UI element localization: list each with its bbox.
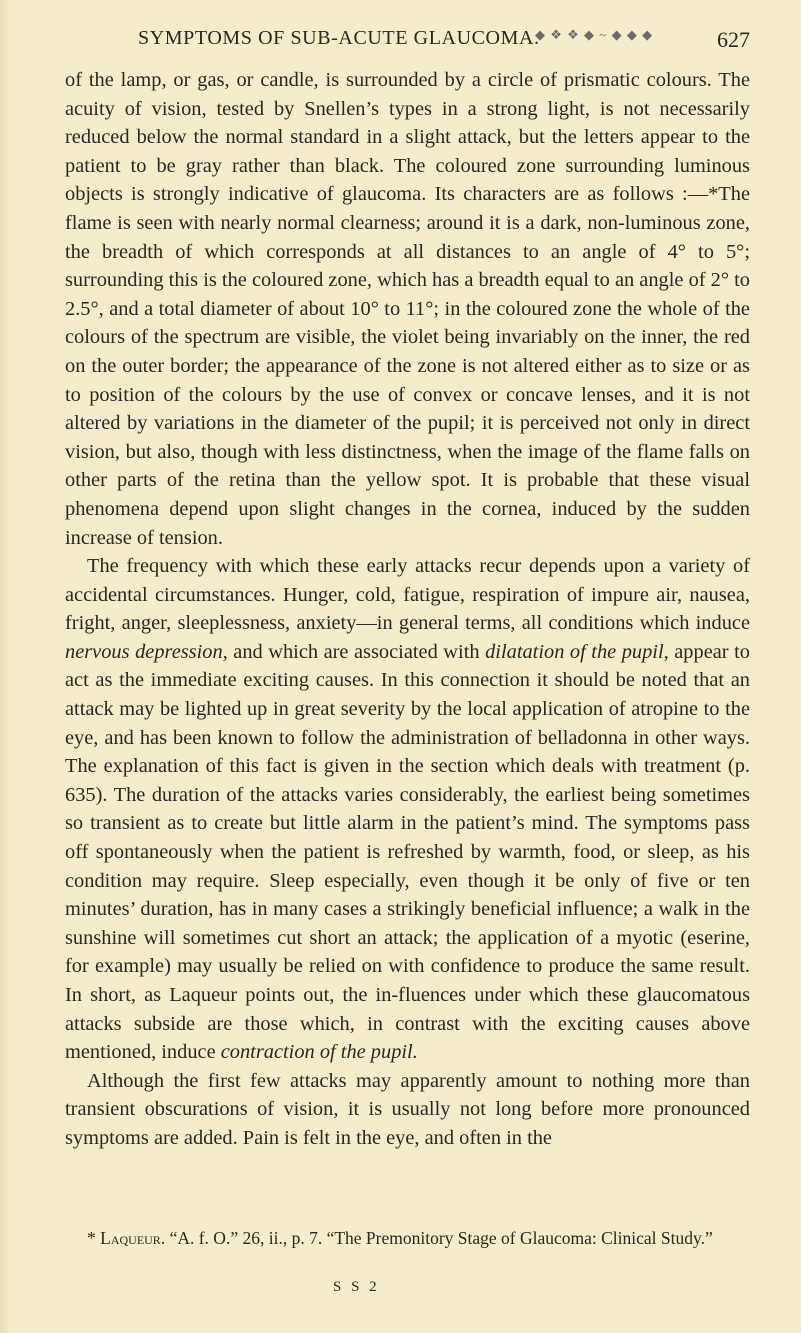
page-number: 627 (717, 27, 750, 52)
footnote (65, 1226, 750, 1250)
body-text (65, 66, 750, 1153)
paragraph-1: of the lamp, or gas, or candle, is surrounded by a circle of prismatic colours. The acuity of vision, tested by Snellen’s types in a strong light, is not necessarily reduced below the normal standard in a slight attack, but the letters appear to the patient to be gray rather than black. The coloured zone surrounding luminous objects is strongly indicative of glaucoma. Its characters are as follows :—*The flame is seen with nearly normal clearness; around it is a dark, non-luminous zone, the breadth of which corresponds at all distances to an angle of 4° to 5°; surrounding this is the coloured zone, which has a breadth equal to an angle of 2° to 2.5°, and a total diameter of about 10° to 11°; in the coloured zone the whole of the colours of the spectrum are visible, the violet being invariably on the inner, the red on the outer border; the appearance of the zone is not altered either as to size or as to position of the colours by the use of convex or concave lenses, and it is not altered by variations in the diameter of the pupil; it is perceived not only in direct vision, but also, though with less distinctness, when the image of the flame falls on other parts of the retina than the yellow spot. It is probable that these visual phenomena depend upon slight changes in the cornea, induced by the sudden increase of tension. (65, 69, 750, 549)
running-head: SYMPTOMS OF SUB-ACUTE GLAUCOMA. (138, 27, 540, 49)
top-ornament-fragment: ◆ ❖ ❖ ◆ ~ ◆ ◆ ◆ (535, 27, 654, 41)
signature-mark: S S 2 (333, 1279, 380, 1295)
emphasis-dilatation: dilatation of the pupil (485, 640, 664, 663)
footnote-text: “A. f. O.” 26, ii., p. 7. “The Premonitory Stage of Glaucoma: Clinical Study.” (169, 1228, 713, 1248)
emphasis-nervous-depression: nervous depression (65, 640, 223, 663)
footnote-author: Laqueur. (100, 1228, 166, 1248)
page-edge (0, 0, 10, 1333)
page-header (65, 27, 750, 53)
paragraph-2: The frequency with which these early attacks recur depends upon a variety of accidental circumstances. Hunger, cold, fatigue, respiration of impure air, nausea, fright, anger, sleeplessness, anxiety—in general terms, all conditions which induce nervous depression, and which are associated with dilatation of the pupil, appear to act as the immediate exciting causes. In this connection it should be noted that an attack may be lighted up in great severity by the local application of atropine to the eye, and has been known to follow the administration of belladonna in other ways. The explanation of this fact is given in the section which deals with treatment (p. 635). The duration of the attacks varies considerably, the earliest being sometimes so transient as to create but little alarm in the patient’s mind. The symptoms pass off spontaneously when the patient is refreshed by warmth, food, or sleep, as his condition may require. Sleep especially, even though it be only of five or ten minutes’ duration, has in many cases a strikingly beneficial influence; a walk in the sunshine will sometimes cut short an attack; the application of a myotic (eserine, for example) may usually be relied on with confidence to produce the same result. In short, as Laqueur points out, the in-fluences under which these glaucomatous attacks subside are those which, in contrast with the exciting causes above mentioned, induce contraction of the pupil. (65, 555, 750, 1064)
emphasis-contraction: contraction of the pupil. (220, 1041, 418, 1064)
footnote-ref: * (708, 183, 719, 206)
footnote-marker: * (87, 1228, 96, 1248)
paragraph-3: Although the first few attacks may apparently amount to nothing more than transient obscurations of vision, it is usually not long before more pronounced symptoms are added. Pain is felt in the eye, and often in the (65, 1069, 750, 1149)
